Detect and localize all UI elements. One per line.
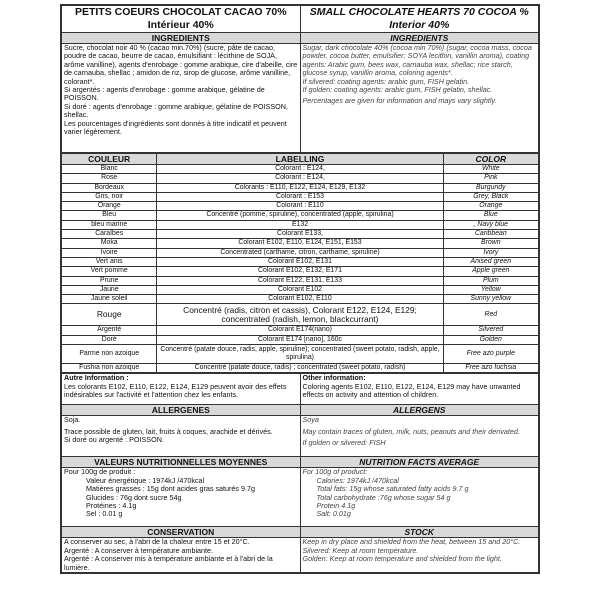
spec-sheet xyxy=(60,4,540,574)
ingredients-en-p1: Sugar, dark chocolate 40% (cocoa min 70%) (sugar, cocoa mass, cocoa powder, cocoa butter, emulsifier: SOYA lecithin, vanillin aroma), coating agents: Arabic gum, bees wax, carnauba wax, shellac; rice starch, glucose syrup, vanillin aroma, coloring agents*. xyxy=(302,43,532,78)
color-fr: Parme non azoique xyxy=(62,345,157,364)
color-fr: Rose xyxy=(62,174,157,183)
color-fr: Rouge xyxy=(62,304,157,326)
color-labelling: Colorant E102, E132, E171 xyxy=(157,267,443,276)
table-row xyxy=(62,345,539,364)
title-ingredients-table xyxy=(61,5,539,153)
colors-table xyxy=(61,153,539,373)
color-labelling: Concentré (patate douce, radis, apple, spiruline); concentrated (sweet potato, radish, apple, spirulina) xyxy=(157,345,443,364)
table-row xyxy=(62,192,539,201)
color-labelling: Concentré (patate douce, radis) ; concentrated (sweet potato, radish) xyxy=(157,364,443,373)
ingredients-text-fr xyxy=(62,44,301,153)
color-labelling: Colorant E102, E110, E124, E151, E153 xyxy=(157,239,443,248)
table-row xyxy=(62,335,539,344)
title-en xyxy=(300,6,539,33)
nutrition-en-line: Salt: 0.01g xyxy=(316,509,351,519)
color-fr: Jaune xyxy=(62,285,157,294)
allergens-fr-p1: Soja. xyxy=(64,415,81,425)
color-en: Ivory xyxy=(443,248,538,257)
conservation-en-p1: Keep in dry place and shielded from the heat, between 15 and 20°C. xyxy=(302,537,521,547)
nutrition-text-en xyxy=(300,468,539,527)
conservation-text-en xyxy=(300,538,539,573)
color-fr: Bordeaux xyxy=(62,183,157,192)
ingredients-en-p2: If silvered: coating agents: arabic gum, FISH gelatin. xyxy=(302,76,470,86)
table-row xyxy=(62,295,539,304)
table-row xyxy=(62,230,539,239)
allergens-text-en xyxy=(300,416,539,457)
conservation-text-fr xyxy=(62,538,301,573)
allergens-fr-p3: Si doré ou argenté : POISSON. xyxy=(64,435,164,445)
color-en: Anised green xyxy=(443,257,538,266)
nutrition-fr-line: Protéines : 4.1g xyxy=(86,500,137,510)
nutrition-en-line: Calories: 1974kJ /470kcal xyxy=(316,475,399,485)
color-fr: Argenté xyxy=(62,326,157,335)
nutrition-en-line: Total fats: 15g whose saturated fatty acids 9.7 g xyxy=(316,484,469,494)
color-labelling: Colorant E174(nano) xyxy=(157,326,443,335)
table-row xyxy=(62,211,539,220)
ingredients-en-p3: If golden: coating agents: arabic gum, FISH gelatin, shellac. xyxy=(302,85,493,95)
ingredients-fr-p4: Les pourcentages d'ingrédients sont donnés à titre indicatif et peuvent varier légèrement. xyxy=(64,118,287,137)
color-fr: Prune xyxy=(62,276,157,285)
color-fr: Blanc xyxy=(62,165,157,174)
other-info-text-fr: Les colorants E102, E110, E122, E124, E129 peuvent avoir des effets indésirables sur l'activité et l'attention chez les enfants. xyxy=(64,381,287,400)
nutrition-en-line: For 100g of product: xyxy=(302,467,368,477)
table-row xyxy=(62,364,539,373)
conservation-header-fr: CONSERVATION xyxy=(62,527,301,538)
table-row xyxy=(62,248,539,257)
color-en: Red xyxy=(443,304,538,326)
title-fr xyxy=(62,6,301,33)
color-en: Free azo purple xyxy=(443,345,538,364)
color-fr: Vert anis xyxy=(62,257,157,266)
nutrition-header-fr: VALEURS NUTRITIONNELLES MOYENNES xyxy=(62,457,301,468)
other-info-fr xyxy=(62,374,301,405)
table-row xyxy=(62,276,539,285)
color-labelling: Concentré (pomme, spiruline), concentrated (apple, spirulina) xyxy=(157,211,443,220)
color-labelling: Colorant E174 [nano], 160c xyxy=(157,335,443,344)
color-en: , Navy blue xyxy=(443,220,538,229)
table-row xyxy=(62,326,539,335)
table-row xyxy=(62,304,539,326)
color-labelling: Concentré (radis, citron et cassis), Colorant E122, E124, E129; concentrated (radish, lemon, blackcurrant) xyxy=(157,304,443,326)
table-row xyxy=(62,220,539,229)
color-en: Grey, Black xyxy=(443,192,538,201)
table-row xyxy=(62,174,539,183)
colors-rows xyxy=(62,165,539,373)
color-fr: Doré xyxy=(62,335,157,344)
color-fr: Bleu xyxy=(62,211,157,220)
color-en: Caribbean xyxy=(443,230,538,239)
conservation-header-en: STOCK xyxy=(300,527,539,538)
nutrition-fr-line: Pour 100g de produit : xyxy=(64,467,136,477)
other-info-title-en: Other information: xyxy=(302,373,366,383)
nutrition-en-line: Protein 4.1g xyxy=(316,500,356,510)
nutrition-header-en: NUTRITION FACTS AVERAGE xyxy=(300,457,539,468)
color-fr: Vert pomme xyxy=(62,267,157,276)
table-row xyxy=(62,257,539,266)
color-labelling: Colorant E102, E110 xyxy=(157,295,443,304)
other-info-table xyxy=(61,373,539,573)
nutrition-fr-line: Sel : 0.01 g xyxy=(86,509,123,519)
color-labelling: E132 xyxy=(157,220,443,229)
ingredients-fr-p3: Si doré : agents d'enrobage : gomme arabique, gélatine de POISSON, shellac. xyxy=(64,101,288,120)
color-labelling: Colorant E102 xyxy=(157,285,443,294)
color-en: Orange xyxy=(443,202,538,211)
color-labelling: Colorant E133, xyxy=(157,230,443,239)
nutrition-fr-line: Matières grasses : 15g dont acides gras saturés 9.7g xyxy=(86,484,255,494)
ingredients-text-en xyxy=(300,44,539,153)
color-labelling: Colorant : E110 xyxy=(157,202,443,211)
color-fr: Orange xyxy=(62,202,157,211)
color-en: Apple green xyxy=(443,267,538,276)
conservation-fr-p2: Argenté : A conserver à température ambiante. xyxy=(64,545,214,555)
color-fr: Fushia non azoique xyxy=(62,364,157,373)
color-en: Yellow xyxy=(443,285,538,294)
color-fr: Caraïbes xyxy=(62,230,157,239)
ingredients-fr-p2: Si argentés : agents d'enrobage : gomme arabique, gélatine de POISSON. xyxy=(64,85,265,103)
color-labelling: Colorants : E110, E122, E124, E129, E132 xyxy=(157,183,443,192)
colors-header-en: COLOR xyxy=(443,154,538,165)
color-labelling: Colorant : E124, xyxy=(157,165,443,174)
allergens-en-p3: If golden or silvered: FISH xyxy=(302,438,386,448)
color-labelling: Concentrated (carthame, citron, carthame, spiruline) xyxy=(157,248,443,257)
table-row xyxy=(62,165,539,174)
nutrition-text-fr xyxy=(62,468,301,527)
color-labelling: Colorant : E124, xyxy=(157,174,443,183)
color-en: Pink xyxy=(443,174,538,183)
nutrition-fr-line: Valeur énergétique : 1974kJ /470kcal xyxy=(86,475,205,485)
allergens-en-p1: Soya xyxy=(302,415,319,425)
color-fr: bleu marine xyxy=(62,220,157,229)
color-labelling: Colorant E102, E131 xyxy=(157,257,443,266)
table-row xyxy=(62,239,539,248)
table-row xyxy=(62,267,539,276)
nutrition-fr-line: Glucides : 76g dont sucre 54g xyxy=(86,492,182,502)
conservation-en-p3: Golden: Keep at room temperature and shielded from the light. xyxy=(302,554,502,564)
color-fr: Ivoire xyxy=(62,248,157,257)
allergens-header-fr: ALLERGENES xyxy=(62,405,301,416)
color-en: Silvered xyxy=(443,326,538,335)
product-title-fr: PETITS COEURS CHOCOLAT CACAO 70% xyxy=(74,6,287,18)
table-row xyxy=(62,183,539,192)
color-en: Blue xyxy=(443,211,538,220)
color-en: Sunny yellow xyxy=(443,295,538,304)
color-fr: Moka xyxy=(62,239,157,248)
product-subtitle-fr: Intérieur 40% xyxy=(147,19,214,31)
color-labelling: Colorant : E153 xyxy=(157,192,443,201)
conservation-en-p2: Silvered: Keep at room temperature. xyxy=(302,545,419,555)
other-info-title-fr: Autre Information : xyxy=(64,373,129,383)
product-subtitle-en: Interior 40% xyxy=(389,19,450,31)
ingredients-en-p4: Percentages are given for information and mays vary slightly. xyxy=(302,96,497,106)
color-en: Burgundy xyxy=(443,183,538,192)
table-row xyxy=(62,202,539,211)
ingredients-header-fr: INGREDIENTS xyxy=(62,33,301,44)
colors-header-labelling: LABELLING xyxy=(157,154,443,165)
color-en: Plum xyxy=(443,276,538,285)
color-fr: Jaune soleil xyxy=(62,295,157,304)
ingredients-header-en: INGREDIENTS xyxy=(300,33,539,44)
allergens-en-p2: May contain traces of gluten, milk, nuts, peanuts and their derivated. xyxy=(302,426,520,436)
allergens-header-en: ALLERGENS xyxy=(300,405,539,416)
conservation-fr-p1: A conserver au sec, à l'abri de la chaleur entre 15 et 20°C. xyxy=(64,537,250,547)
color-fr: Gris, noir xyxy=(62,192,157,201)
conservation-fr-p3: Argenté : A conserver mis à température ambiante et à l'abri de la lumière. xyxy=(64,554,273,572)
allergens-text-fr xyxy=(62,416,301,457)
table-row xyxy=(62,285,539,294)
ingredients-fr-p1: Sucre, chocolat noir 40 % (cacao min.70%) (sucre, pâte de cacao, poudre de cacao, beurre de cacao, émulsifiant : lécithine de SOJA, arôme vanilline), agents d'enrobage : gomme arabique, cire d'abeille, cire de carnauba, shellac ; amidon de riz, sirop de glucose, arôme vanilline, colorant*. xyxy=(64,43,298,86)
other-info-text-en: Coloring agents E102, E110, E122, E124, E129 may have unwanted effects on activity and attention of children. xyxy=(302,381,521,400)
other-info-en xyxy=(300,374,539,405)
color-en: Golden xyxy=(443,335,538,344)
nutrition-en-line: Total carbohydrate :76g whose sugar 54 g xyxy=(316,492,451,502)
color-en: Free azo fuchsia xyxy=(443,364,538,373)
colors-header-fr: COULEUR xyxy=(62,154,157,165)
color-labelling: Colorant E122, E131, E133 xyxy=(157,276,443,285)
color-en: White xyxy=(443,165,538,174)
allergens-fr-p2: Trace possible de gluten, lait, fruits à coques, arachide et dérivés. xyxy=(64,426,273,436)
color-en: Brown xyxy=(443,239,538,248)
product-title-en: SMALL CHOCOLATE HEARTS 70 COCOA % xyxy=(309,6,529,18)
